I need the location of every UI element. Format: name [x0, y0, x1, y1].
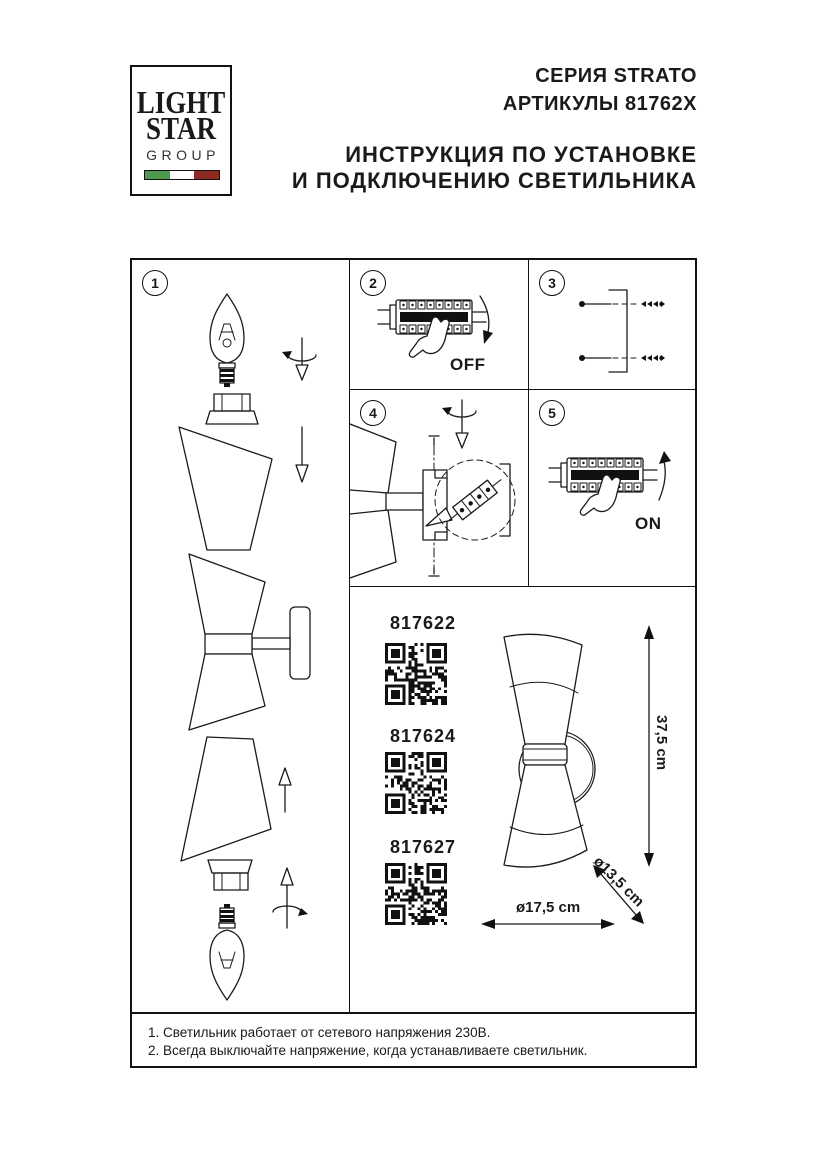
up-arrow-icon — [279, 768, 291, 812]
step5-badge: 5 — [539, 400, 565, 426]
panel-step5-power-on — [529, 390, 695, 587]
logo-word-star: STAR — [145, 110, 217, 147]
articles-title: АРТИКУЛЫ 81762X — [502, 93, 697, 115]
panel-step1-assembly — [132, 260, 350, 1012]
exploded-view-drawing — [132, 260, 350, 1012]
step2-badge: 2 — [360, 270, 386, 296]
bracket-right-icon — [500, 464, 510, 536]
wall-lamp-assembly-drawing — [189, 554, 310, 730]
anchor1-icon — [641, 301, 665, 307]
screw-in-arrow-icon — [282, 338, 316, 380]
article-number-2: 817624 — [390, 726, 457, 746]
down-arrow-icon — [296, 427, 308, 482]
panel-step3-mounting — [529, 260, 695, 390]
upper-cone-drawing — [504, 634, 582, 744]
step3-badge: 3 — [539, 270, 565, 296]
logo-word-group: GROUP — [146, 147, 220, 163]
flag-white — [170, 171, 195, 179]
title-block — [292, 62, 697, 194]
screw-in-up-arrow-icon — [273, 868, 308, 928]
on-label: ON — [635, 514, 662, 533]
shade1-drawing — [179, 427, 272, 550]
diagonal-dimension-label: ø13,5 cm — [589, 853, 648, 911]
mounting-bracket-icon — [609, 290, 627, 372]
panel-products-dimensions — [350, 587, 695, 1012]
socket-holder2-icon — [208, 860, 252, 890]
anchor2-icon — [641, 355, 665, 361]
bulb-bottom-icon — [210, 904, 244, 1000]
instruction-title-line1: ИНСТРУКЦИЯ ПО УСТАНОВКЕ — [345, 142, 697, 167]
instruction-title-line2: И ПОДКЛЮЧЕНИЮ СВЕТИЛЬНИКА — [291, 168, 697, 193]
turn-off-arrow-icon — [480, 296, 493, 344]
dimension-drawing — [350, 587, 699, 1012]
footer-notes — [132, 1012, 695, 1066]
socket-holder-icon — [206, 394, 258, 424]
instruction-grid — [130, 258, 697, 1068]
flag-green — [145, 171, 170, 179]
italian-flag-stripe — [144, 170, 220, 180]
bulb-top-icon — [210, 294, 244, 387]
panel-step4-wiring — [350, 390, 529, 587]
logo-word-light: LIGHT — [136, 84, 226, 121]
panel-step2-power-off — [350, 260, 529, 390]
partial-lamp-drawing — [350, 424, 423, 578]
lightstar-logo — [130, 65, 232, 196]
off-label: OFF — [450, 355, 486, 374]
note-2: 2. Всегда выключайте напряжение, когда устанавливаете светильник. — [148, 1043, 588, 1058]
screw1-icon — [579, 301, 665, 307]
step4-badge: 4 — [360, 400, 386, 426]
article-number-3: 817627 — [390, 837, 457, 857]
rotate-arrow-icon — [442, 400, 476, 448]
lower-cone-drawing — [504, 765, 587, 867]
width-dimension-label: ø17,5 cm — [516, 899, 581, 916]
width-dimension-arrow — [481, 919, 615, 929]
series-title: СЕРИЯ STRATO — [535, 65, 697, 87]
note-1: 1. Светильник работает от сетевого напряжения 230В. — [148, 1025, 491, 1040]
flag-red — [194, 171, 219, 179]
shade2-drawing — [181, 737, 271, 861]
turn-on-arrow-icon — [659, 451, 671, 500]
height-dimension-label: 37,5 cm — [653, 715, 670, 771]
step1-badge: 1 — [142, 270, 168, 296]
article-number-1: 817622 — [390, 613, 457, 633]
screw2-icon — [579, 355, 665, 361]
middle-band — [523, 744, 567, 765]
